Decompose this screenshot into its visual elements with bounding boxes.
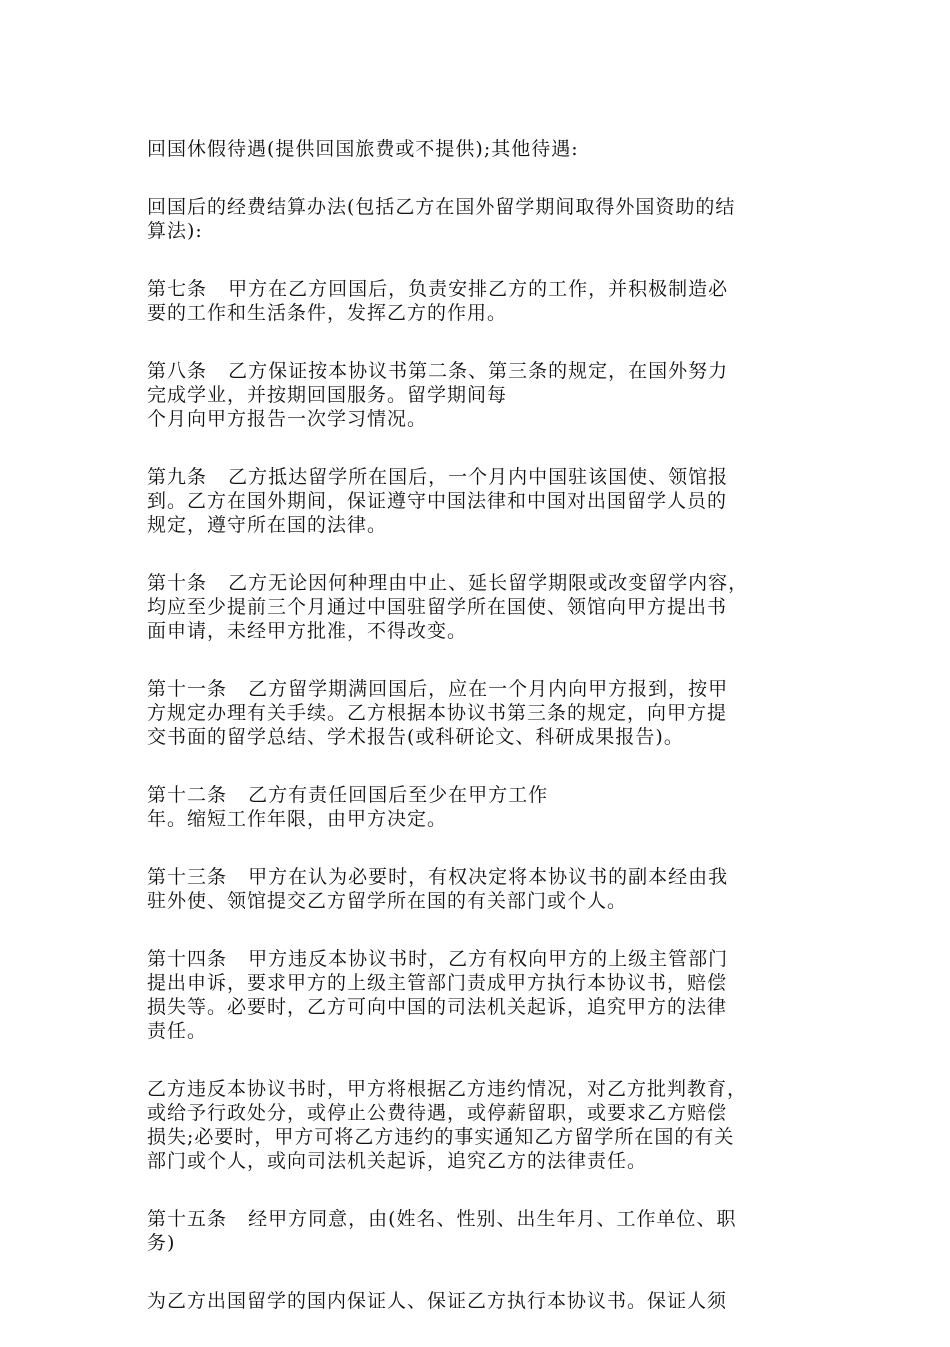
text-line: 方规定办理有关手续。乙方根据本协议书第三条的规定，向甲方提 <box>147 702 728 724</box>
text-line: 第七条 甲方在乙方回国后，负责安排乙方的工作，并积极制造必 <box>147 278 729 300</box>
article-14-party-b-breach <box>147 1077 819 1173</box>
document-body <box>147 137 819 1347</box>
text-line: 务) <box>147 1232 176 1254</box>
text-line: 要的工作和生活条件，发挥乙方的作用。 <box>147 302 508 324</box>
text-line: 到。乙方在国外期间，保证遵守中国法律和中国对出国留学人员的 <box>147 490 728 512</box>
text-line: 交书面的留学总结、学术报告(或科研论文、科研成果报告)。 <box>147 726 684 748</box>
text-line: 提出申诉，要求甲方的上级主管部门责成甲方执行本协议书，赔偿 <box>147 972 728 994</box>
text-line: 第十五条 经甲方同意，由(姓名、性别、出生年月、工作单位、职 <box>147 1208 737 1230</box>
paragraph-other-benefits <box>147 137 819 161</box>
article-7 <box>147 277 819 325</box>
text-line: 第九条 乙方抵达留学所在国后，一个月内中国驻该国使、领馆报 <box>147 466 729 488</box>
text-line: 个月向甲方报告一次学习情况。 <box>147 408 428 430</box>
article-9 <box>147 465 819 537</box>
text-line: 均应至少提前三个月通过中国驻留学所在国使、领馆向甲方提出书 <box>147 596 728 618</box>
text-line: 完成学业，并按期回国服务。留学期间每 <box>147 384 508 406</box>
article-8 <box>147 359 819 431</box>
text-line: 或给予行政处分，或停止公费待遇，或停薪留职，或要求乙方赔偿 <box>147 1102 728 1124</box>
paragraph-guarantor <box>147 1289 819 1313</box>
text-line: 回国后的经费结算办法(包括乙方在国外留学期间取得外国资助的结 <box>147 196 736 218</box>
text-line: 第十一条 乙方留学期满回国后，应在一个月内向甲方报到，按甲 <box>147 678 729 700</box>
article-11 <box>147 677 819 749</box>
text-line: 损失等。必要时，乙方可向中国的司法机关起诉，追究甲方的法律 <box>147 996 728 1018</box>
text-line: 第十条 乙方无论因何种理由中止、延长留学期限或改变留学内容， <box>147 572 749 594</box>
text-line: 算法): <box>147 220 203 242</box>
text-line: 面申请，未经甲方批准，不得改变。 <box>147 620 468 642</box>
text-line: 部门或个人，或向司法机关起诉，追究乙方的法律责任。 <box>147 1150 648 1172</box>
text-line: 年。缩短工作年限，由甲方决定。 <box>147 808 448 830</box>
text-line: 损失;必要时，甲方可将乙方违约的事实通知乙方留学所在国的有关 <box>147 1126 735 1148</box>
article-13 <box>147 865 819 913</box>
article-15 <box>147 1207 819 1255</box>
text-line: 第十四条 甲方违反本协议书时，乙方有权向甲方的上级主管部门 <box>147 948 729 970</box>
text-line: 乙方违反本协议书时，甲方将根据乙方违约情况，对乙方批判教育， <box>147 1078 748 1100</box>
paragraph-settlement <box>147 195 819 243</box>
text-line: 责任。 <box>147 1020 208 1042</box>
text-line: 驻外使、领馆提交乙方留学所在国的有关部门或个人。 <box>147 890 628 912</box>
article-14 <box>147 947 819 1043</box>
text-line: 规定，遵守所在国的法律。 <box>147 514 388 536</box>
article-12 <box>147 783 819 831</box>
text-line: 为乙方出国留学的国内保证人、保证乙方执行本协议书。保证人须 <box>147 1290 728 1312</box>
text-line: 第八条 乙方保证按本协议书第二条、第三条的规定，在国外努力 <box>147 360 729 382</box>
text-line: 第十三条 甲方在认为必要时，有权决定将本协议书的副本经由我 <box>147 866 729 888</box>
text-line: 回国休假待遇(提供回国旅费或不提供);其他待遇: <box>147 138 579 160</box>
article-10 <box>147 571 819 643</box>
text-line: 第十二条 乙方有责任回国后至少在甲方工作 <box>147 784 549 806</box>
